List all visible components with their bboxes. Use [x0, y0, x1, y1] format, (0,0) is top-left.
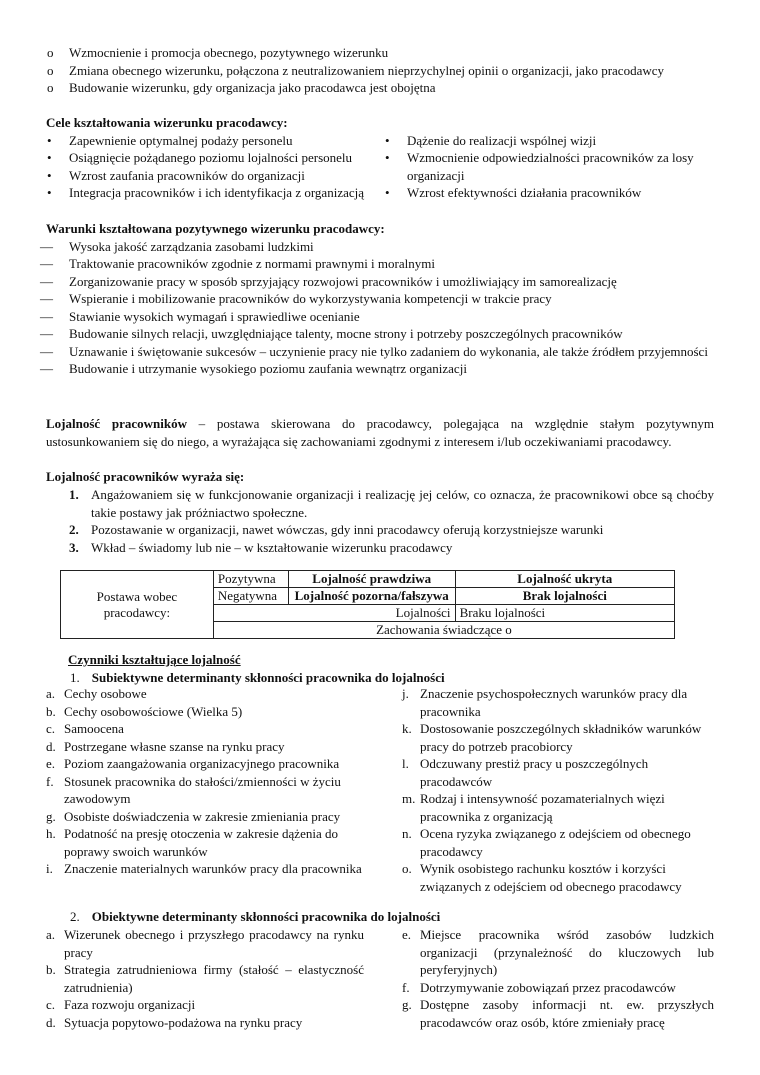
list-item: — Traktowanie pracowników zgodnie z normami prawnymi i moralnymi	[40, 256, 435, 271]
list-letter: f.	[402, 979, 410, 995]
list-letter: f.	[46, 773, 54, 789]
table-cell: Pozytywna	[213, 571, 288, 588]
list-item: • Dążenie do realizacji wspólnej wizji	[385, 132, 597, 148]
list-letter: b.	[46, 703, 56, 719]
list-letter: n.	[402, 826, 412, 841]
list-item	[46, 926, 364, 961]
list-text: Dostępne zasoby informacji nt. ew. przyszłych pracodawców oraz osób, które zmieniały pracę	[420, 997, 714, 1030]
list-item: • Osiągnięcie pożądanego poziomu lojalności personelu	[47, 150, 353, 165]
list-text: Dotrzymywanie zobowiązań przez pracodawców	[420, 979, 676, 995]
list-item: — Zorganizowanie pracy w sposób sprzyjający rozwojowi pracowników i umożliwiający im samorealizację	[40, 273, 617, 289]
factors-heading-block	[68, 651, 736, 686]
subjective-factors	[46, 685, 714, 895]
goals-section	[46, 114, 714, 202]
table-cell: Negatywna	[213, 588, 288, 605]
bullet-icon: •	[47, 167, 52, 183]
list-letter: g.	[46, 808, 56, 824]
bullet-icon: •	[47, 150, 52, 165]
list-text: Osobiste doświadczenia w zakresie zmieniania pracy	[64, 808, 341, 824]
list-item: — Uznawanie i świętowanie sukcesów – uczynienie pracy nie tylko zadaniem do wykonania, ale także źródłem przyjemności	[40, 343, 708, 359]
list-item: o Wzmocnienie i promocja obecnego, pozytywnego wizerunku	[47, 45, 389, 60]
list-item	[46, 961, 364, 996]
list-item: — Stawianie wysokich wymagań i sprawiedliwe ocenianie	[40, 308, 360, 324]
loyalty-table	[60, 570, 675, 639]
list-item	[46, 825, 364, 860]
table-cell: Brak lojalności	[455, 588, 674, 605]
list-text: Rodzaj i intensywność pozamaterialnych więzi pracownika z organizacją	[420, 791, 665, 824]
list-letter: i.	[46, 861, 53, 876]
list-letter: c.	[46, 997, 56, 1012]
list-text: Cechy osobowościowe (Wielka 5)	[64, 703, 243, 719]
list-letter: e.	[402, 927, 412, 942]
list-text: Ocena ryzyka związanego z odejściem od obecnego pracodawcy	[420, 826, 691, 859]
intro-list	[46, 44, 714, 97]
list-letter: c.	[46, 721, 56, 736]
list-item	[402, 979, 714, 997]
list-item: — Budowanie i utrzymanie wysokiego poziomu zaufania wewnątrz organizacji	[40, 361, 467, 376]
list-text: Dostosowanie poszczególnych składników warunków pracy do potrzeb pracobiorcy	[420, 721, 702, 754]
list-number: 1.	[69, 487, 79, 502]
list-text: Wizerunek obecnego i przyszłego pracodawcy na rynku pracy	[64, 927, 364, 960]
dash-icon: —	[40, 291, 53, 306]
loyalty-expression-section	[46, 468, 714, 486]
list-item	[402, 790, 714, 825]
list-text: Samoocena	[64, 721, 124, 736]
list-item	[46, 685, 364, 703]
list-letter: j.	[402, 686, 409, 701]
list-letter: e.	[46, 756, 56, 771]
list-item	[402, 825, 714, 860]
list-item	[46, 720, 364, 738]
list-letter: l.	[402, 756, 409, 771]
bullet-icon: •	[385, 185, 390, 200]
table-cell: Lojalność pozorna/fałszywa	[288, 588, 455, 605]
list-text: Postrzegane własne szanse na rynku pracy	[64, 738, 285, 754]
subjective-right-column	[364, 685, 714, 895]
list-letter: h.	[46, 826, 56, 841]
subsection-heading: 1. Subiektywne determinanty skłonności pracownika do lojalności	[70, 669, 445, 685]
circle-bullet-icon: o	[47, 62, 54, 78]
list-item: — Wysoka jakość zarządzania zasobami ludzkimi	[40, 238, 314, 254]
goals-right-column	[384, 132, 714, 202]
bullet-icon: •	[385, 150, 390, 165]
bullet-icon: •	[47, 185, 52, 200]
bullet-icon: •	[47, 132, 52, 148]
list-item	[402, 685, 714, 720]
bullet-icon: •	[385, 132, 390, 148]
objective-right-column	[364, 926, 714, 1031]
list-text: Znaczenie materialnych warunków pracy dla pracownika	[64, 861, 362, 876]
list-letter: a.	[46, 927, 56, 942]
list-item: o Zmiana obecnego wizerunku, połączona z neutralizowaniem nieprzychylnej opinii o organizacji, jako pracodawcy	[47, 62, 664, 78]
list-item	[402, 860, 714, 895]
list-item	[46, 738, 364, 756]
list-item	[402, 996, 714, 1031]
loyalty-expression-list	[69, 486, 714, 556]
list-item	[402, 926, 714, 979]
table-cell: Lojalność ukryta	[455, 571, 674, 588]
list-text: Znaczenie psychospołecznych warunków pracy dla pracownika	[420, 686, 688, 719]
list-item: — Wspieranie i mobilizowanie pracowników do wykorzystywania kompetencji w trakcie pracy	[40, 291, 552, 306]
dash-icon: —	[40, 361, 53, 376]
table-cell: Lojalność prawdziwa	[288, 571, 455, 588]
dash-icon: —	[40, 343, 53, 359]
section-heading: Warunki kształtowana pozytywnego wizerunku pracodawcy:	[46, 221, 385, 236]
subjective-left-column	[46, 685, 364, 895]
list-item	[46, 755, 364, 773]
definition-text: – postawa skierowana do pracodawcy, polegająca na względnie stałym pozytywnym ustosunkowaniem się do niego, a wyrażająca się zachowaniami zgodnymi z interesem i/lub oczekiwaniami pracodawcy.	[46, 416, 714, 449]
list-letter: k.	[402, 721, 412, 736]
list-item	[46, 773, 364, 808]
list-item	[402, 720, 714, 755]
dash-icon: —	[40, 238, 53, 254]
dash-icon: —	[40, 273, 53, 289]
conditions-section	[40, 220, 714, 378]
list-text: Poziom zaangażowania organizacyjnego pracownika	[64, 756, 340, 771]
list-text: Podatność na presję otoczenia w zakresie dążenia do poprawy swoich warunków	[64, 826, 338, 859]
list-text: Sytuacja popytowo-podażowa na rynku pracy	[64, 1014, 303, 1030]
list-item	[46, 996, 364, 1014]
dash-icon: —	[40, 256, 53, 271]
section-heading: Czynniki kształtujące lojalność	[68, 652, 241, 667]
table-cell: Postawa wobec pracodawcy:	[61, 571, 214, 639]
list-text: Miejsce pracownika wśród zasobów ludzkich organizacji (przynależność do kluczowych lub peryferyjnych)	[420, 927, 714, 977]
list-text: Stosunek pracownika do stałości/zmienności w życiu zawodowym	[64, 773, 341, 806]
list-item: • Wzmocnienie odpowiedzialności pracowników za losy organizacji	[385, 150, 694, 183]
list-item: • Zapewnienie optymalnej podaży personelu	[47, 132, 293, 148]
subsection-heading: 2. Obiektywne determinanty skłonności pracownika do lojalności	[70, 909, 441, 924]
list-text: Cechy osobowe	[64, 686, 147, 701]
objective-heading-block	[70, 908, 738, 926]
list-letter: a.	[46, 686, 56, 701]
list-item: 3. Wkład – świadomy lub nie – w kształtowanie wizerunku pracodawcy	[69, 539, 453, 555]
dash-icon: —	[40, 326, 53, 341]
table-cell: Lojalności	[213, 605, 455, 622]
list-item	[46, 808, 364, 826]
list-letter: g.	[402, 997, 412, 1012]
list-item: • Wzrost zaufania pracowników do organizacji	[47, 167, 305, 183]
list-letter: d.	[46, 1014, 56, 1030]
table-cell: Zachowania świadczące o	[213, 622, 674, 639]
list-item	[46, 703, 364, 721]
list-letter: b.	[46, 962, 56, 977]
table-row	[61, 571, 675, 588]
list-item: • Wzrost efektywności działania pracowników	[385, 185, 642, 200]
list-item	[402, 755, 714, 790]
list-item: — Budowanie silnych relacji, uwzględniające talenty, mocne strony i potrzeby poszczególnych pracowników	[40, 326, 623, 341]
list-item: o Budowanie wizerunku, gdy organizacja jako pracodawca jest obojętna	[47, 80, 436, 95]
list-letter: d.	[46, 738, 56, 754]
list-text: Odczuwany prestiż pracy u poszczególnych pracodawców	[420, 756, 649, 789]
list-item: • Integracja pracowników i ich identyfikacja z organizacją	[47, 185, 365, 200]
objective-left-column	[46, 926, 364, 1031]
list-text: Wynik osobistego rachunku kosztów i korzyści związanych z odejściem od obecnego pracodawcy	[420, 861, 682, 894]
circle-bullet-icon: o	[47, 80, 54, 95]
list-text: Faza rozwoju organizacji	[64, 997, 196, 1012]
list-text: Strategia zatrudnieniowa firmy (stałość – elastyczność zatrudnienia)	[64, 962, 364, 995]
section-heading: Cele kształtowania wizerunku pracodawcy:	[46, 115, 288, 130]
list-item: 2. Pozostawanie w organizacji, nawet wówczas, gdy inni pracodawcy oferują korzystniejsze warunki	[69, 522, 604, 537]
circle-bullet-icon: o	[47, 45, 54, 60]
list-item: 1. Angażowaniem się w funkcjonowanie organizacji i realizację jej celów, co oznacza, że pracownikowi obce są choćby takie postawy jak próżniactwo społeczne.	[69, 487, 714, 520]
list-letter: o.	[402, 861, 412, 876]
objective-factors	[46, 926, 714, 1031]
table-cell: Braku lojalności	[455, 605, 674, 622]
list-letter: m.	[402, 791, 416, 806]
goals-left-column	[46, 132, 384, 202]
loyalty-definition	[46, 415, 714, 450]
list-item	[46, 1014, 364, 1032]
list-number: 3.	[69, 539, 79, 555]
list-number: 2.	[69, 522, 79, 537]
list-item	[46, 860, 364, 878]
dash-icon: —	[40, 308, 53, 324]
section-heading: Lojalność pracowników wyraża się:	[46, 469, 245, 484]
definition-term: Lojalność pracowników	[46, 416, 187, 431]
